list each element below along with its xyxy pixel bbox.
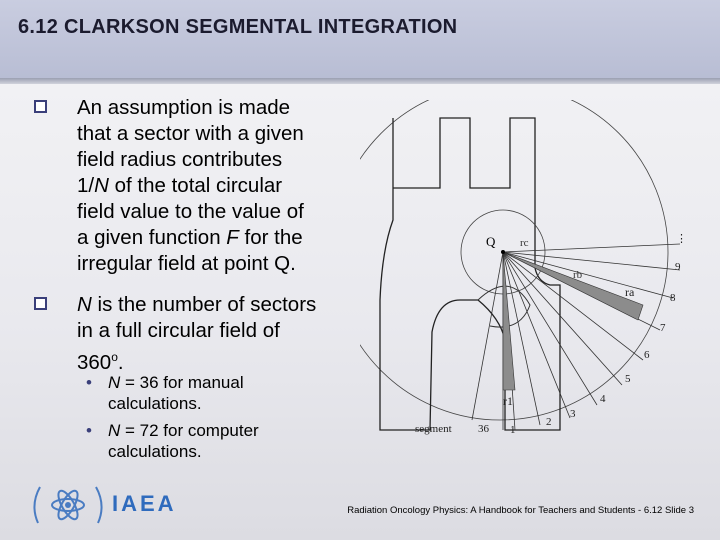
irregular-field-outline	[380, 118, 560, 430]
iaea-logo-text: IAEA	[112, 491, 177, 516]
sub-bullet-manual	[86, 372, 326, 414]
bullet-assumption	[34, 95, 364, 277]
shaded-sector-1	[503, 252, 515, 390]
footer-citation: Radiation Oncology Physics: A Handbook for Teachers and Students - 6.12 Slide 3	[347, 505, 694, 516]
segment-number: 3	[570, 408, 576, 420]
segment-word-label: segment	[415, 423, 452, 435]
bullet-dot-icon: •	[86, 421, 92, 440]
sub-bullet-line: calculations.	[108, 394, 202, 413]
segment-number: 5	[625, 373, 631, 385]
bullet-line: field value to the value of	[77, 200, 304, 223]
title-divider	[0, 78, 720, 84]
checkbox-bullet-icon	[34, 100, 47, 113]
bullet-line: a given function F for the	[77, 226, 303, 249]
sub-bullet-text	[108, 420, 326, 462]
sub-bullet-text	[108, 372, 326, 414]
sub-bullet-line: calculations.	[108, 442, 202, 461]
bullet-text	[77, 292, 364, 376]
segment-number: 1	[510, 424, 516, 436]
bullet-line: An assumption is made	[77, 96, 291, 119]
checkbox-bullet-icon	[34, 297, 47, 310]
segment-number: 9	[675, 261, 681, 273]
sub-bullet-line: N = 72 for computer	[108, 421, 259, 440]
segment-number: 8	[670, 292, 676, 304]
radius-label-rc: rc	[520, 237, 529, 249]
iaea-logo-icon	[28, 481, 108, 529]
segment-number: 2	[546, 416, 552, 428]
sub-bullet-computer	[86, 420, 326, 462]
bullet-text	[77, 95, 364, 277]
page-title: 6.12 CLARKSON SEGMENTAL INTEGRATION	[18, 16, 458, 38]
point-q-label: Q	[486, 234, 496, 249]
bullet-sectors	[34, 292, 364, 376]
bullet-dot-icon: •	[86, 373, 92, 392]
segment-number: 7	[660, 322, 666, 334]
bullet-line: 1/N of the total circular	[77, 174, 283, 197]
radius-label-ra: ra	[625, 285, 635, 299]
segment-number: 4	[600, 393, 606, 405]
sub-bullet-line: N = 36 for manual	[108, 373, 244, 392]
bullet-line: N is the number of sectors	[77, 293, 317, 316]
bullet-line: field radius contributes	[77, 148, 283, 171]
segmental-integration-diagram	[360, 100, 700, 445]
bullet-line: 360$^o$.	[77, 350, 124, 374]
bullet-line: in a full circular field of	[77, 319, 280, 342]
radius-label-r1: r1	[503, 394, 513, 408]
segment-number: 36	[478, 423, 489, 435]
point-q-marker	[501, 250, 505, 254]
radius-label-rb: rb	[573, 269, 583, 281]
title-bar	[0, 0, 720, 78]
bullet-line: irregular field at point Q.	[77, 252, 296, 275]
segment-number: ⋮	[676, 233, 687, 245]
segment-number: 6	[644, 349, 650, 361]
bullet-line: that a sector with a given	[77, 122, 304, 145]
